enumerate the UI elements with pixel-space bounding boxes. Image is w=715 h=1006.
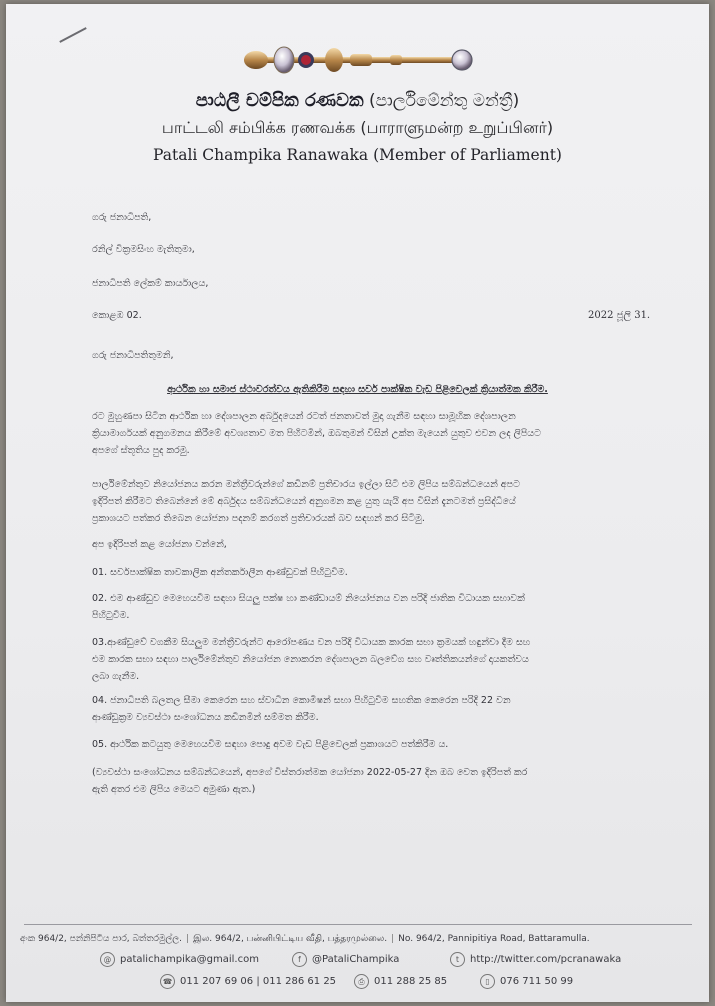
parliament-mace-emblem <box>240 36 480 84</box>
body-paragraph <box>92 476 654 527</box>
fax-text: 011 288 25 85 <box>374 976 448 987</box>
email-text: patalichampika@gmail.com <box>120 954 259 965</box>
letter-page <box>6 4 709 1002</box>
fax-contact <box>354 974 447 989</box>
text-line: අප ඉදිරිපත් කළ යෝජනා වන්නේ, <box>92 539 227 550</box>
mobile-text: 076 711 50 99 <box>500 976 574 987</box>
proposal-item <box>92 736 654 753</box>
pen-stroke-mark <box>59 27 86 43</box>
note-paragraph <box>92 764 654 798</box>
text-line: ඇති අතර එම ලිපිය මෙයට අමුණා ඇත.) <box>92 784 256 795</box>
header-name-tamil: பாட்டலி சம்பிக்க ரணவக்க (பாராளுமன்ற உறுப்பினர்) <box>161 118 554 137</box>
address-tamil: இல. 964/2, பன்னிபிட்டிய வீதி, பத்தரமுல்லை. <box>193 934 388 944</box>
letter-subject: ආර්ථික හා සමාජ ස්ථාවරත්වය ඇතිකිරීම සඳහා සර්ව පාක්ෂික වැඩ පිළිවෙලක් ක්‍රියාත්මක කිරීම. <box>167 384 548 395</box>
text-line: පිහිටුවීම. <box>92 610 130 621</box>
mobile-contact <box>480 974 573 989</box>
phone-contact <box>160 974 336 989</box>
footer-address: අංක 964/2, පන්නිපිටිය පාර, බත්තරමුල්ල. | இல. 964/2, பன்னிபிட்டிய வீதி, பத்தரமுல்லை. | No. 964/2, Pannipitiya Road, Battaramulla. <box>20 934 590 944</box>
facebook-icon: f <box>292 952 307 967</box>
body-paragraph <box>92 408 654 459</box>
proposal-item <box>92 564 654 581</box>
header-name-english: Patali Champika Ranawaka (Member of Parliament) <box>153 146 562 164</box>
text-line: 05. ආර්ථික කටයුතු මෙහෙයවීම සඳහා පොදු අවම වැඩ පිළිවෙලක් ප්‍රකාශයට පත්කිරීම ය. <box>92 739 449 750</box>
recipient-line: කොළඹ 02. <box>92 310 142 321</box>
text-line: ආණ්ඩුක්‍රම ව්‍යවස්ථා සංශෝධනය කඩිනමින් සම්මත කිරීම. <box>92 712 319 723</box>
twitter-text: http://twitter.com/pcranawaka <box>470 954 622 965</box>
proposal-item <box>92 590 654 624</box>
address-english: No. 964/2, Pannipitiya Road, Battaramulla. <box>398 934 590 944</box>
proposal-item <box>92 692 654 726</box>
twitter-contact[interactable] <box>450 952 621 967</box>
phone-text: 011 207 69 06 | 011 286 61 25 <box>180 976 337 987</box>
text-line: 02. එම ආණ්ඩුව මෙහෙයවීම සඳහා සියලු පක්ෂ හා කණ්ඩායම් නියෝජනය වන පරිදි ජාතික විධායක සභාවක් <box>92 593 525 604</box>
text-line: 03.ආණ්ඩුවේ වගකීම සියලුම මන්ත්‍රීවරුන්ට ආරෝපණය වන පරිදි විධායක කාරක සභා ක්‍රමයක් හඳුන්වා දීම සහ <box>92 637 531 648</box>
mobile-icon: ▯ <box>480 974 495 989</box>
recipient-line: ගරු ජනාධිපති, <box>92 212 152 223</box>
text-line: ලබා ගැනීම. <box>92 671 140 682</box>
text-line: ඉදිරිපත් කිරීමට තිබෙන්නේ මේ අර්බුදය සම්බන්ධයෙන් අනුගමන කළ යුතු යැයි අප විසින් දැනටමත් ප්‍රසිද්ධියේ <box>92 496 516 507</box>
text-line: 04. ජනාධිපති බලතල සීමා කෙරෙන සහ ස්වාධීන කොමිෂන් සභා පිහිටුවීම සහතික කෙරෙන පරිදි 22 වන <box>92 695 511 706</box>
text-line: රට මුහුණපා සිටින ආර්ථික හා දේශපාලන අර්බුදයෙන් රටත් ජනතාවත් මුදා ගැනීම සඳහා සාමූහික දේශපාලන <box>92 411 516 422</box>
email-contact[interactable] <box>100 952 259 967</box>
fax-icon: ⎙ <box>354 974 369 989</box>
text-line: (ව්‍යවස්ථා සංශෝධනය සම්බන්ධයෙන්, අපගේ විස්තරාත්මක යෝජනා 2022-05-27 දින ඔබ වෙත ඉදිරිපත් කර <box>92 767 528 778</box>
proposal-item <box>92 634 654 685</box>
email-icon: @ <box>100 952 115 967</box>
letter-date: 2022 ජූලි 31. <box>588 310 651 321</box>
address-sinhala: අංක 964/2, පන්නිපිටිය පාර, බත්තරමුල්ල. <box>20 934 183 944</box>
proposals-intro <box>92 536 654 553</box>
text-line: පාර්ලිමේන්තුව නියෝජනය කරන මන්ත්‍රීවරුන්ගේ කඩිනම් ප්‍රතිචාරය ඉල්ලා සිටි එම ලිපිය සම්බන්ධයෙන් අපට <box>92 479 520 490</box>
facebook-contact[interactable] <box>292 952 399 967</box>
text-line: ප්‍රකාශයට පත්කර තිබෙන යෝජනා පදනම් කරගත් ප්‍රතිචාරයක් බව සඳහන් කර සිටිමු. <box>92 513 425 524</box>
twitter-icon: t <box>450 952 465 967</box>
footer-divider <box>24 924 692 925</box>
recipient-line: ජනාධිපති ලේකම් කාර්යාලය, <box>92 278 209 289</box>
text-line: අපගේ ස්තූතිය පුද කරමු. <box>92 445 190 456</box>
name-sinhala: පාඨලී චම්පික රණවක <box>195 90 364 111</box>
text-line: ක්‍රියාමාර්ගයක් අනුගමනය කිරීමේ අවශ්‍යතාව මත පිහිටමින්, ඔබතුමන් විසින් උක්ත මැයෙන් යුතුව එවන ලද ලිපියට <box>92 428 541 439</box>
recipient-line: රනිල් වික්‍රමසිංහ මැතිතුමා, <box>92 244 195 255</box>
header-name-sinhala <box>6 90 709 111</box>
title-sinhala: (පාර්ලිමේන්තු මන්ත්‍රී) <box>369 91 520 111</box>
text-line: 01. සර්වපාක්ෂික තාවකාලික අන්තර්කාලීන ආණ්ඩුවක් පිහිටුවීම. <box>92 567 348 578</box>
salutation: ගරු ජනාධිපතිතුමනි, <box>92 350 174 361</box>
phone-icon: ☎ <box>160 974 175 989</box>
text-line: එම කාරක සභා සඳහා පාර්ලිමේන්තුව නියෝජන නොකරන දේශපාලන බලවේග සහ වෘත්තිකයන්ගේ දායකත්වය <box>92 654 529 665</box>
facebook-text: @PataliChampika <box>312 954 400 965</box>
